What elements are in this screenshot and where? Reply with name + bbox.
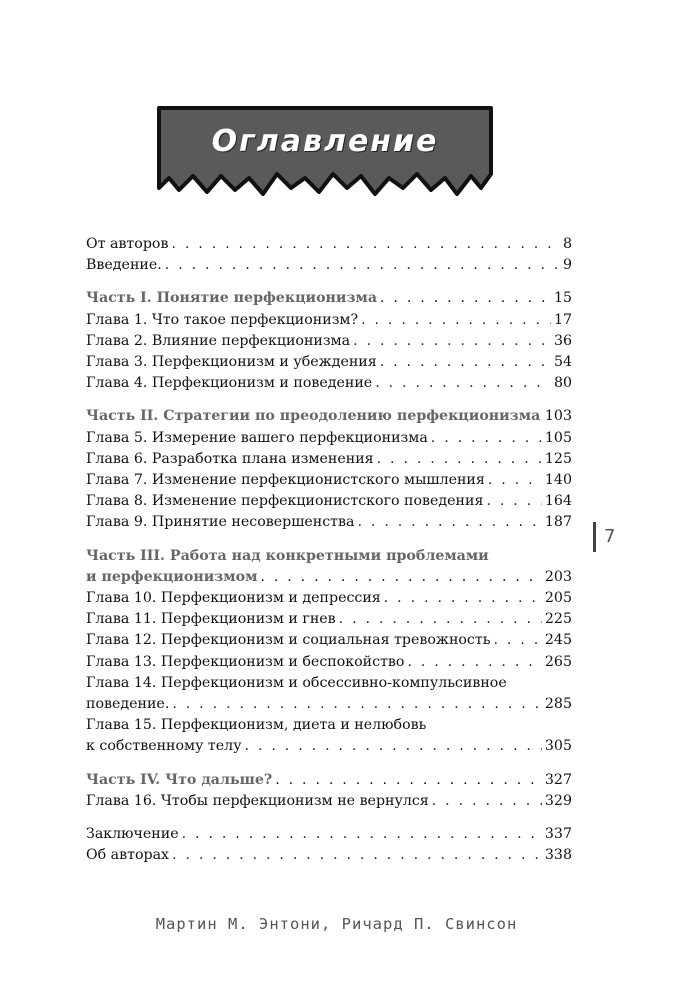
entry-title: Глава 6. Разработка плана изменения <box>86 450 374 467</box>
part-title: Часть II. Стратегии по преодолению перфекционизма <box>86 408 541 425</box>
entry-page: 9 <box>562 257 572 274</box>
entry-page: 15 <box>553 290 572 307</box>
entry-title: Введение. <box>86 257 162 274</box>
entry-title: Глава 13. Перфекционизм и беспокойство <box>86 653 405 670</box>
toc-chapter-1[interactable] <box>86 310 572 331</box>
leader-dots <box>361 310 551 331</box>
leader-dots <box>384 588 542 609</box>
entry-page: 187 <box>544 514 572 531</box>
toc-chapter-6[interactable] <box>86 449 572 470</box>
entry-title: Глава 11. Перфекционизм и гнев <box>86 611 336 628</box>
authors-footer: Мартин М. Энтони, Ричард П. Свинсон <box>155 915 518 933</box>
entry-page: 337 <box>544 826 572 843</box>
entry-title: Заключение <box>86 826 179 843</box>
toc-entry-front-2[interactable] <box>86 255 572 276</box>
toc-chapter-11[interactable] <box>86 609 572 630</box>
toc-chapter-10[interactable] <box>86 588 572 609</box>
entry-page: 125 <box>544 450 572 467</box>
leader-dots <box>171 234 560 255</box>
leader-dots <box>165 255 560 276</box>
toc-entry-front-1[interactable] <box>86 234 572 255</box>
leader-dots <box>375 373 551 394</box>
entry-title: Глава 12. Перфекционизм и социальная тревожность <box>86 632 491 649</box>
entry-page: 164 <box>544 493 572 510</box>
entry-title: Глава 5. Измерение вашего перфекционизма <box>86 429 428 446</box>
toc-entry-about-authors[interactable] <box>86 845 572 866</box>
entry-page: 140 <box>544 472 572 489</box>
part-title: Часть I. Понятие перфекционизма <box>86 290 378 307</box>
entry-title: Глава 4. Перфекционизм и поведение <box>86 375 373 392</box>
entry-page: 54 <box>553 354 572 371</box>
page-number: 7 <box>593 522 615 552</box>
leader-dots <box>380 352 551 373</box>
leader-dots <box>542 406 543 427</box>
toc-entry-conclusion[interactable] <box>86 824 572 845</box>
entry-page: 329 <box>544 792 572 809</box>
entry-title-line2: поведение. <box>86 696 170 713</box>
entry-title-line2: к собственному телу <box>86 738 242 755</box>
toc-chapter-15[interactable] <box>86 736 572 757</box>
toc-chapter-15-line1[interactable]: Глава 15. Перфекционизм, диета и нелюбовь <box>86 717 427 734</box>
entry-page: 265 <box>544 653 572 670</box>
leader-dots <box>275 770 542 791</box>
toc-chapter-2[interactable] <box>86 331 572 352</box>
entry-title: Глава 7. Изменение перфекционистского мышления <box>86 472 485 489</box>
leader-dots <box>407 652 541 673</box>
toc-chapter-7[interactable] <box>86 470 572 491</box>
leader-dots <box>245 736 542 757</box>
entry-page: 8 <box>562 236 572 252</box>
toc-chapter-14[interactable] <box>86 694 572 715</box>
entry-page: 205 <box>544 590 572 607</box>
toc-chapter-9[interactable] <box>86 512 572 533</box>
leader-dots <box>357 512 541 533</box>
entry-page: 338 <box>544 847 572 864</box>
entry-page: 203 <box>544 568 572 585</box>
toc-part-3-title-line1[interactable]: Часть III. Работа над конкретными проблемами <box>86 547 489 564</box>
entry-title: Глава 9. Принятие несовершенства <box>86 514 355 531</box>
toc-chapter-16[interactable] <box>86 791 572 812</box>
entry-page: 245 <box>544 632 572 649</box>
leader-dots <box>339 609 542 630</box>
toc-chapter-4[interactable] <box>86 373 572 394</box>
leader-dots <box>486 491 541 512</box>
toc-chapter-5[interactable] <box>86 428 572 449</box>
table-of-contents <box>86 234 572 866</box>
leader-dots <box>380 288 551 309</box>
toc-chapter-8[interactable] <box>86 491 572 512</box>
entry-title: Глава 2. Влияние перфекционизма <box>86 332 351 349</box>
entry-page: 305 <box>544 738 572 755</box>
entry-title: Глава 8. Изменение перфекционистского поведения <box>86 493 484 510</box>
leader-dots <box>182 824 542 845</box>
leader-dots <box>493 630 541 651</box>
entry-page: 80 <box>553 375 572 392</box>
entry-page: 103 <box>544 408 572 425</box>
toc-chapter-14-line1[interactable]: Глава 14. Перфекционизм и обсессивно-компульсивное <box>86 674 507 691</box>
toc-part-2[interactable] <box>86 406 572 427</box>
toc-chapter-12[interactable] <box>86 630 572 651</box>
toc-part-3[interactable] <box>86 567 572 588</box>
entry-page: 327 <box>544 771 572 788</box>
leader-dots <box>172 845 542 866</box>
leader-dots <box>172 694 542 715</box>
entry-title: Глава 10. Перфекционизм и депрессия <box>86 590 381 607</box>
leader-dots <box>377 449 542 470</box>
entry-title: Глава 1. Что такое перфекционизм? <box>86 311 359 328</box>
leader-dots <box>432 791 542 812</box>
leader-dots <box>353 331 551 352</box>
entry-title: Глава 3. Перфекционизм и убеждения <box>86 354 377 371</box>
entry-title: От авторов <box>86 236 169 252</box>
leader-dots <box>488 470 542 491</box>
entry-title: Об авторах <box>86 847 170 864</box>
toc-title: Оглавление <box>211 124 439 159</box>
toc-chapter-13[interactable] <box>86 652 572 673</box>
entry-page: 105 <box>544 429 572 446</box>
entry-page: 225 <box>544 611 572 628</box>
entry-page: 17 <box>553 311 572 328</box>
leader-dots <box>431 428 542 449</box>
leader-dots <box>260 567 542 588</box>
toc-part-4[interactable] <box>86 770 572 791</box>
toc-part-1[interactable] <box>86 288 572 309</box>
part-title: Часть IV. Что дальше? <box>86 771 273 788</box>
entry-page: 36 <box>553 332 572 349</box>
part-title-line2: и перфекционизмом <box>86 568 258 585</box>
entry-title: Глава 16. Чтобы перфекционизм не вернулся <box>86 792 429 809</box>
toc-banner <box>155 104 495 200</box>
toc-chapter-3[interactable] <box>86 352 572 373</box>
entry-page: 285 <box>544 696 572 713</box>
